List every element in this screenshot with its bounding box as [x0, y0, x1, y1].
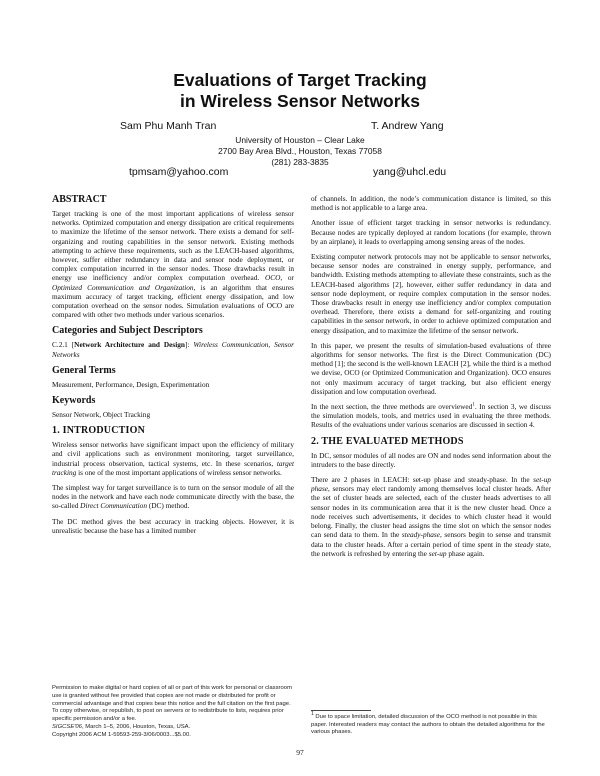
intro-p1-italic: target tracking — [52, 458, 295, 477]
title-line-2: in Wireless Sensor Networks — [179, 91, 421, 111]
right-paragraph-2: Existing computer network protocols may not be applicable to sensor networks, because sensor nodes are constrained in energy supply, performance, and bandwidth. Existing methods attempting to alleviate these constraints, such as the LEACH-based algorithms [2], however, either suffer redundancy in data and sensor node deployment, or require complex computation in the sensor nodes. Those drawbacks result in energy use inefficiency and/or complex computation overhead. Therefore, there exists a demand for self-organizing and routing capabilities in the sensor network, in order to achieve optimized computation and energy dissipation, and to maximize the lifetime of the sensor network. — [311, 252, 551, 335]
right-paragraph-3: In this paper, we present the results of simulation-based evaluations of three algorithms for sensor networks. The first is the Direct Communication (DC) method [1]; the second is the well-known LEACH [2], while the third is a method we devise, OCO (or Optimized Communication and Organization). OCO ensures not only maximum accuracy of target tracking, but also efficient energy dissipation and low computation overhead. — [311, 340, 551, 396]
conference-details: , March 1–5, 2006, Houston, Texas, USA. — [81, 723, 191, 730]
intro-p2-b: (DC) method. — [148, 501, 190, 511]
abstract-heading: ABSTRACT — [52, 194, 107, 205]
right-paragraph-0: of channels. In addition, the node’s communication distance is limited, so this method is not applicable to a large area. — [311, 194, 551, 213]
categories-italic: Wireless Communication, Sensor Networks — [52, 340, 294, 359]
intro-paragraph-1 — [52, 440, 294, 477]
author-1: Sam Phu Manh Tran — [120, 120, 217, 132]
abstract-text-c: , is an algorithm that ensures maximum accuracy of target tracking, efficient energy dissipation, and low computation overhead on the sensor nodes. Simulation evaluations of OCO are compared with other two methods under various scenarios. — [52, 282, 294, 320]
title-line-1: Evaluations of Target Tracking — [173, 70, 427, 90]
categories-code: C.2.1 [ — [52, 340, 75, 350]
categories-after: ]: — [184, 340, 194, 350]
footnote — [311, 711, 551, 737]
footnote-ref: 1 — [472, 402, 475, 408]
s2p2-d: state, the network is refreshed by entering the — [311, 539, 552, 558]
s2p2-c: , sensors begin to sense and transmit data to the cluster heads. After a certain period of time spent in the — [311, 530, 551, 549]
paper-title — [0, 70, 600, 112]
general-terms-heading: General Terms — [52, 364, 116, 376]
right-paragraph-4 — [311, 402, 551, 430]
intro-paragraph-3: The DC method gives the best accuracy in tracking objects. However, it is unrealistic because the base has a limited number — [52, 516, 294, 535]
s2p2-italic-3: steady — [514, 539, 534, 549]
s2p2-b: , sensors may elect randomly among themselves local cluster heads. After the set of cluster heads are selected, each of the cluster heads advertises to all sensor nodes in its communication area that it is the new cluster head. Once a node receives such advertisements, it decides to which cluster head it would belong. Finally, the cluster head assigns the time slot on which the sensor nodes can send data to them. In the — [311, 484, 551, 540]
author-2: T. Andrew Yang — [371, 120, 444, 132]
footnote-rule — [311, 710, 371, 711]
intro-p2-italic: Direct Communication — [80, 501, 147, 511]
intro-heading: 1. INTRODUCTION — [52, 425, 146, 437]
intro-paragraph-2 — [52, 483, 294, 511]
abstract-text-b: , or — [280, 273, 294, 283]
intro-p1-b: is one of the most important applications of wireless sensor networks. — [78, 467, 282, 477]
abstract-oco: OCO — [264, 273, 281, 283]
conference-name: SIGCSE'06 — [52, 723, 82, 730]
right-paragraph-1: Another issue of efficient target tracking in sensor networks is redundancy. Because nodes are typically deployed at random locations (for example, thrown by an airplane), it leads to overlapping among sensing areas of the nodes. — [311, 218, 551, 246]
affiliation-line-3: (281) 283-3835 — [271, 157, 329, 167]
categories-paragraph — [52, 340, 294, 358]
right-p4-a: In the next section, the three methods are overviewed — [311, 402, 473, 412]
section-2-heading: 2. THE EVALUATED METHODS — [311, 435, 464, 447]
right-p4-b: . In section 3, we discuss the simulation models, tools, and metrics used in evaluating the three methods. Results of the evaluations under various scenarios are discussed in section 4. — [311, 402, 551, 430]
s2p2-italic-4: set-up — [428, 548, 447, 558]
permission-notice — [52, 685, 294, 740]
author-1-email: tpmsam@yahoo.com — [129, 166, 229, 178]
right-column — [311, 194, 551, 564]
abstract-oco-full: Optimized Communication and Organization — [52, 282, 194, 292]
intro-p2-a: The simplest way for target surveillance is to turn on the sensor module of all the nodes in the network and have each node communicate directly with the base, the so-called — [52, 483, 294, 511]
footnote-mark: 1 — [311, 711, 314, 718]
affiliation-line-1: University of Houston – Clear Lake — [235, 135, 365, 145]
copyright-line: Copyright 2006 ACM 1-59593-259-3/06/0003...$5.00. — [52, 731, 191, 738]
s2p2-a: There are 2 phases in LEACH: set-up phase and steady-phase. In the — [311, 475, 530, 485]
conference-line — [52, 724, 294, 732]
intro-p1-a: Wireless sensor networks have significant impact upon the efficiency of military and civil applications such as environment monitoring, target surveillance, industrial process observation, tactical systems, etc. In these scenarios, — [52, 440, 294, 468]
s2p2-italic-2: steady-phase — [401, 530, 440, 540]
section-2-paragraph-1: In DC, sensor modules of all nodes are ON and nodes send information about the intruders to the base directly. — [311, 450, 551, 469]
abstract-paragraph — [52, 209, 294, 319]
s2p2-italic-1: set-up phase — [311, 475, 551, 494]
general-terms-text: Measurement, Performance, Design, Experimentation — [52, 379, 210, 389]
affiliation-line-2: 2700 Bay Area Blvd., Houston, Texas 77058 — [218, 146, 382, 156]
keywords-heading: Keywords — [52, 395, 96, 407]
permission-text: Permission to make digital or hard copies of all or part of this work for personal or classroom use is granted without fee provided that copies are not made or distributed for profit or commercial advantage and that copies bear this notice and the full citation on the first page. To copy otherwise, or republish, to post on servers or to redistribute to lists, requires prior specific permission and/or a fee. — [52, 685, 292, 723]
section-2-paragraph-2 — [311, 475, 551, 558]
abstract-text-a: Target tracking is one of the most important applications of wireless sensor networks. Optimized computation and energy dissipation are critical requirements to maximize the lifetime of the sensor network. There exists a demand for self-organizing and routing capabilities in the sensor network. Existing methods attempting to achieve these requirements, such as the LEACH-based algorithms, however, suffer either redundancy in data and sensor node deployment, or complex computation incurred in the sensor nodes. Those drawbacks result in energy use inefficiency and/or complex computation overhead. — [52, 209, 294, 283]
s2p2-e: phase again. — [448, 548, 485, 558]
page-number: 97 — [296, 748, 304, 757]
author-2-email: yang@uhcl.edu — [373, 166, 447, 178]
footnote-text: Due to space limitation, detailed discussion of the OCO method is not possible in this paper. Interested readers may contact the authors to obtain the detailed algorithms for the various phases. — [311, 714, 545, 736]
categories-heading: Categories and Subject Descriptors — [52, 325, 203, 337]
keywords-text: Sensor Network, Object Tracking — [52, 410, 151, 420]
left-column — [52, 194, 294, 541]
categories-bold: Network Architecture and Design — [74, 340, 185, 350]
